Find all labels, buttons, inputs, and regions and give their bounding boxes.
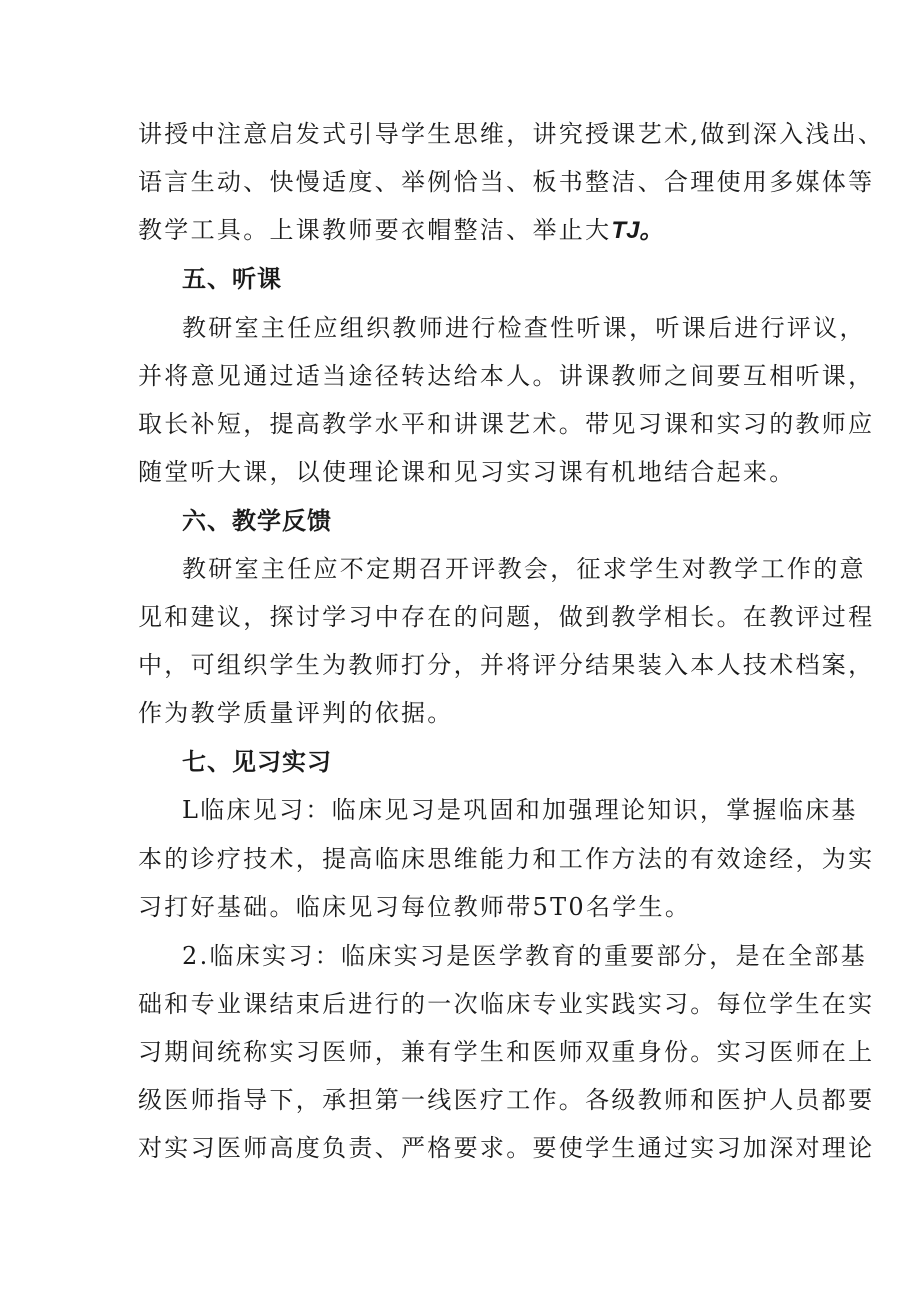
paragraph-line: 讲授中注意启发式引导学生思维，讲究授课艺术,做到深入浅出、 (138, 120, 885, 148)
paragraph-suffix: TJ。 (611, 217, 664, 244)
section-heading: 五、听课 (182, 265, 282, 293)
paragraph-line: 对实习医师高度负责、严格要求。要使学生通过实习加深对理论 (138, 1134, 875, 1162)
paragraph-line (138, 214, 663, 247)
paragraph-line: 级医师指导下，承担第一线医疗工作。各级教师和医护人员都要 (138, 1086, 875, 1114)
paragraph-line: 见和建议，探讨学习中存在的问题，做到教学相长。在教评过程 (138, 603, 875, 631)
paragraph-line: L临床见习：临床见习是巩固和加强理论知识，掌握临床基 (182, 796, 858, 824)
paragraph-line: 语言生动、快慢适度、举例恰当、板书整洁、合理使用多媒体等 (138, 168, 875, 196)
paragraph-line: 习打好基础。临床见习每位教师带5T0名学生。 (138, 893, 692, 921)
paragraph-line: 中，可组织学生为教师打分，并将评分结果装入本人技术档案， (138, 651, 875, 679)
paragraph-line: 础和专业课结束后进行的一次临床专业实践实习。每位学生在实 (138, 990, 875, 1018)
paragraph-line: 习期间统称实习医师，兼有学生和医师双重身份。实习医师在上 (138, 1038, 875, 1066)
paragraph-text: 教学工具。上课教师要衣帽整洁、举止大 (138, 216, 612, 244)
paragraph-line: 教研室主任应组织教师进行检查性听课，听课后进行评议， (182, 314, 866, 342)
section-heading: 六、教学反馈 (182, 507, 332, 535)
paragraph-line: 随堂听大课，以使理论课和见习实习课有机地结合起来。 (138, 458, 796, 486)
paragraph-line: 并将意见通过适当途径转达给本人。讲课教师之间要互相听课， (138, 362, 875, 390)
paragraph-line: 本的诊疗技术，提高临床思维能力和工作方法的有效途经，为实 (138, 845, 875, 873)
paragraph-line: 2.临床实习：临床实习是医学教育的重要部分，是在全部基 (182, 942, 867, 970)
paragraph-line: 教研室主任应不定期召开评教会，征求学生对教学工作的意 (182, 555, 866, 583)
section-heading: 七、见习实习 (182, 748, 332, 776)
paragraph-line: 作为教学质量评判的依据。 (138, 699, 454, 727)
paragraph-line: 取长补短，提高教学水平和讲课艺术。带见习课和实习的教师应 (138, 410, 875, 438)
